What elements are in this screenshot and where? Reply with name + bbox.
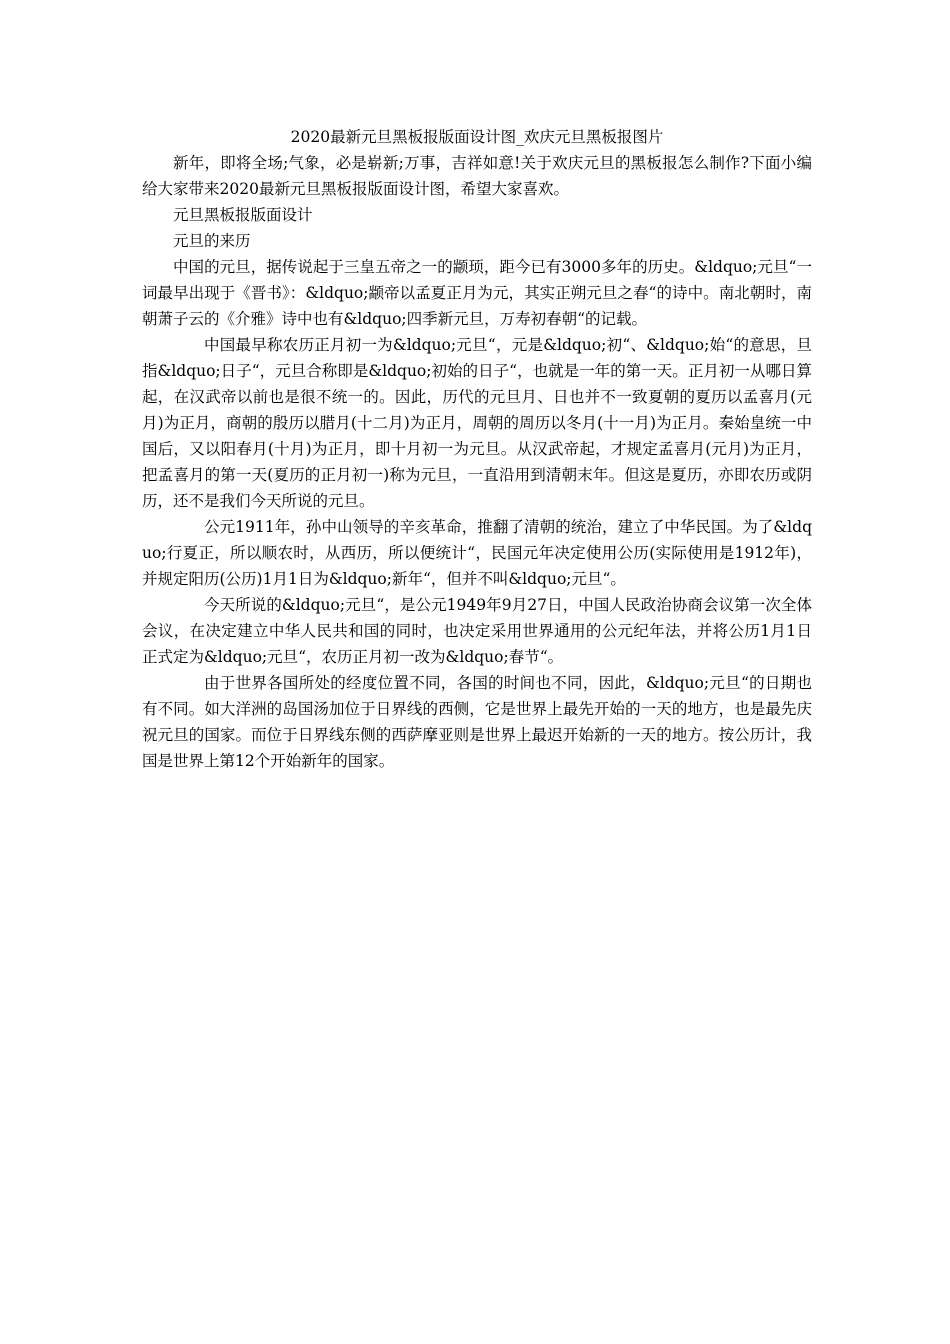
body-paragraph-5: 由于世界各国所处的经度位置不同，各国的时间也不同，因此，&ldquo;元旦“的日期也有不同。如大洋洲的岛国汤加位于日界线的西侧，它是世界上最先开始的一天的地方，也是最先庆祝元旦的国家。而位于日界线东侧的西萨摩亚则是世界上最迟开始新的一天的地方。按公历计，我国是世界上第12个开始新年的国家。 bbox=[142, 674, 812, 770]
document-page bbox=[142, 124, 812, 774]
section-heading-design: 元旦黑板报版面设计 bbox=[173, 206, 313, 224]
body-paragraph-2: 中国最早称农历正月初一为&ldquo;元旦“，元是&ldquo;初“、&ldquo;始“的意思，旦指&ldquo;日子“，元旦合称即是&ldquo;初始的日子“，也就是一年的第一天。正月初一从哪日算起，在汉武帝以前也是很不统一的。因此，历代的元旦月、日也并不一致夏朝的夏历以孟喜月(元月)为正月，商朝的殷历以腊月(十二月)为正月，周朝的周历以冬月(十一月)为正月。秦始皇统一中国后，又以阳春月(十月)为正月，即十月初一为元旦。从汉武帝起，才规定孟喜月(元月)为正月，把孟喜月的第一天(夏历的正月初一)称为元旦，一直沿用到清朝末年。但这是夏历，亦即农历或阴历，还不是我们今天所说的元旦。 bbox=[142, 336, 812, 510]
body-paragraph-1: 中国的元旦，据传说起于三皇五帝之一的颛顼，距今已有3000多年的历史。&ldquo;元旦“一词最早出现于《晋书》：&ldquo;颛帝以孟夏正月为元，其实正朔元旦之春“的诗中。南北朝时，南朝萧子云的《介雅》诗中也有&ldquo;四季新元旦，万寿初春朝“的记载。 bbox=[142, 258, 812, 328]
body-paragraph-4: 今天所说的&ldquo;元旦“，是公元1949年9月27日，中国人民政治协商会议第一次全体会议，在决定建立中华人民共和国的同时，也决定采用世界通用的公元纪年法，并将公历1月1日正式定为&ldquo;元旦“，农历正月初一改为&ldquo;春节“。 bbox=[142, 596, 812, 666]
section-heading-origin: 元旦的来历 bbox=[173, 232, 251, 250]
body-paragraph-3: 公元1911年，孙中山领导的辛亥革命，推翻了清朝的统治，建立了中华民国。为了&ldquo;行夏正，所以顺农时，从西历，所以便统计“，民国元年决定使用公历(实际使用是1912年)，并规定阳历(公历)1月1日为&ldquo;新年“，但并不叫&ldquo;元旦“。 bbox=[142, 518, 812, 588]
intro-paragraph: 新年，即将全场;气象，必是崭新;万事，吉祥如意!关于欢庆元旦的黑板报怎么制作?下面小编给大家带来2020最新元旦黑板报版面设计图，希望大家喜欢。 bbox=[142, 154, 812, 198]
document-title: 2020最新元旦黑板报版面设计图_欢庆元旦黑板报图片 bbox=[290, 128, 664, 146]
